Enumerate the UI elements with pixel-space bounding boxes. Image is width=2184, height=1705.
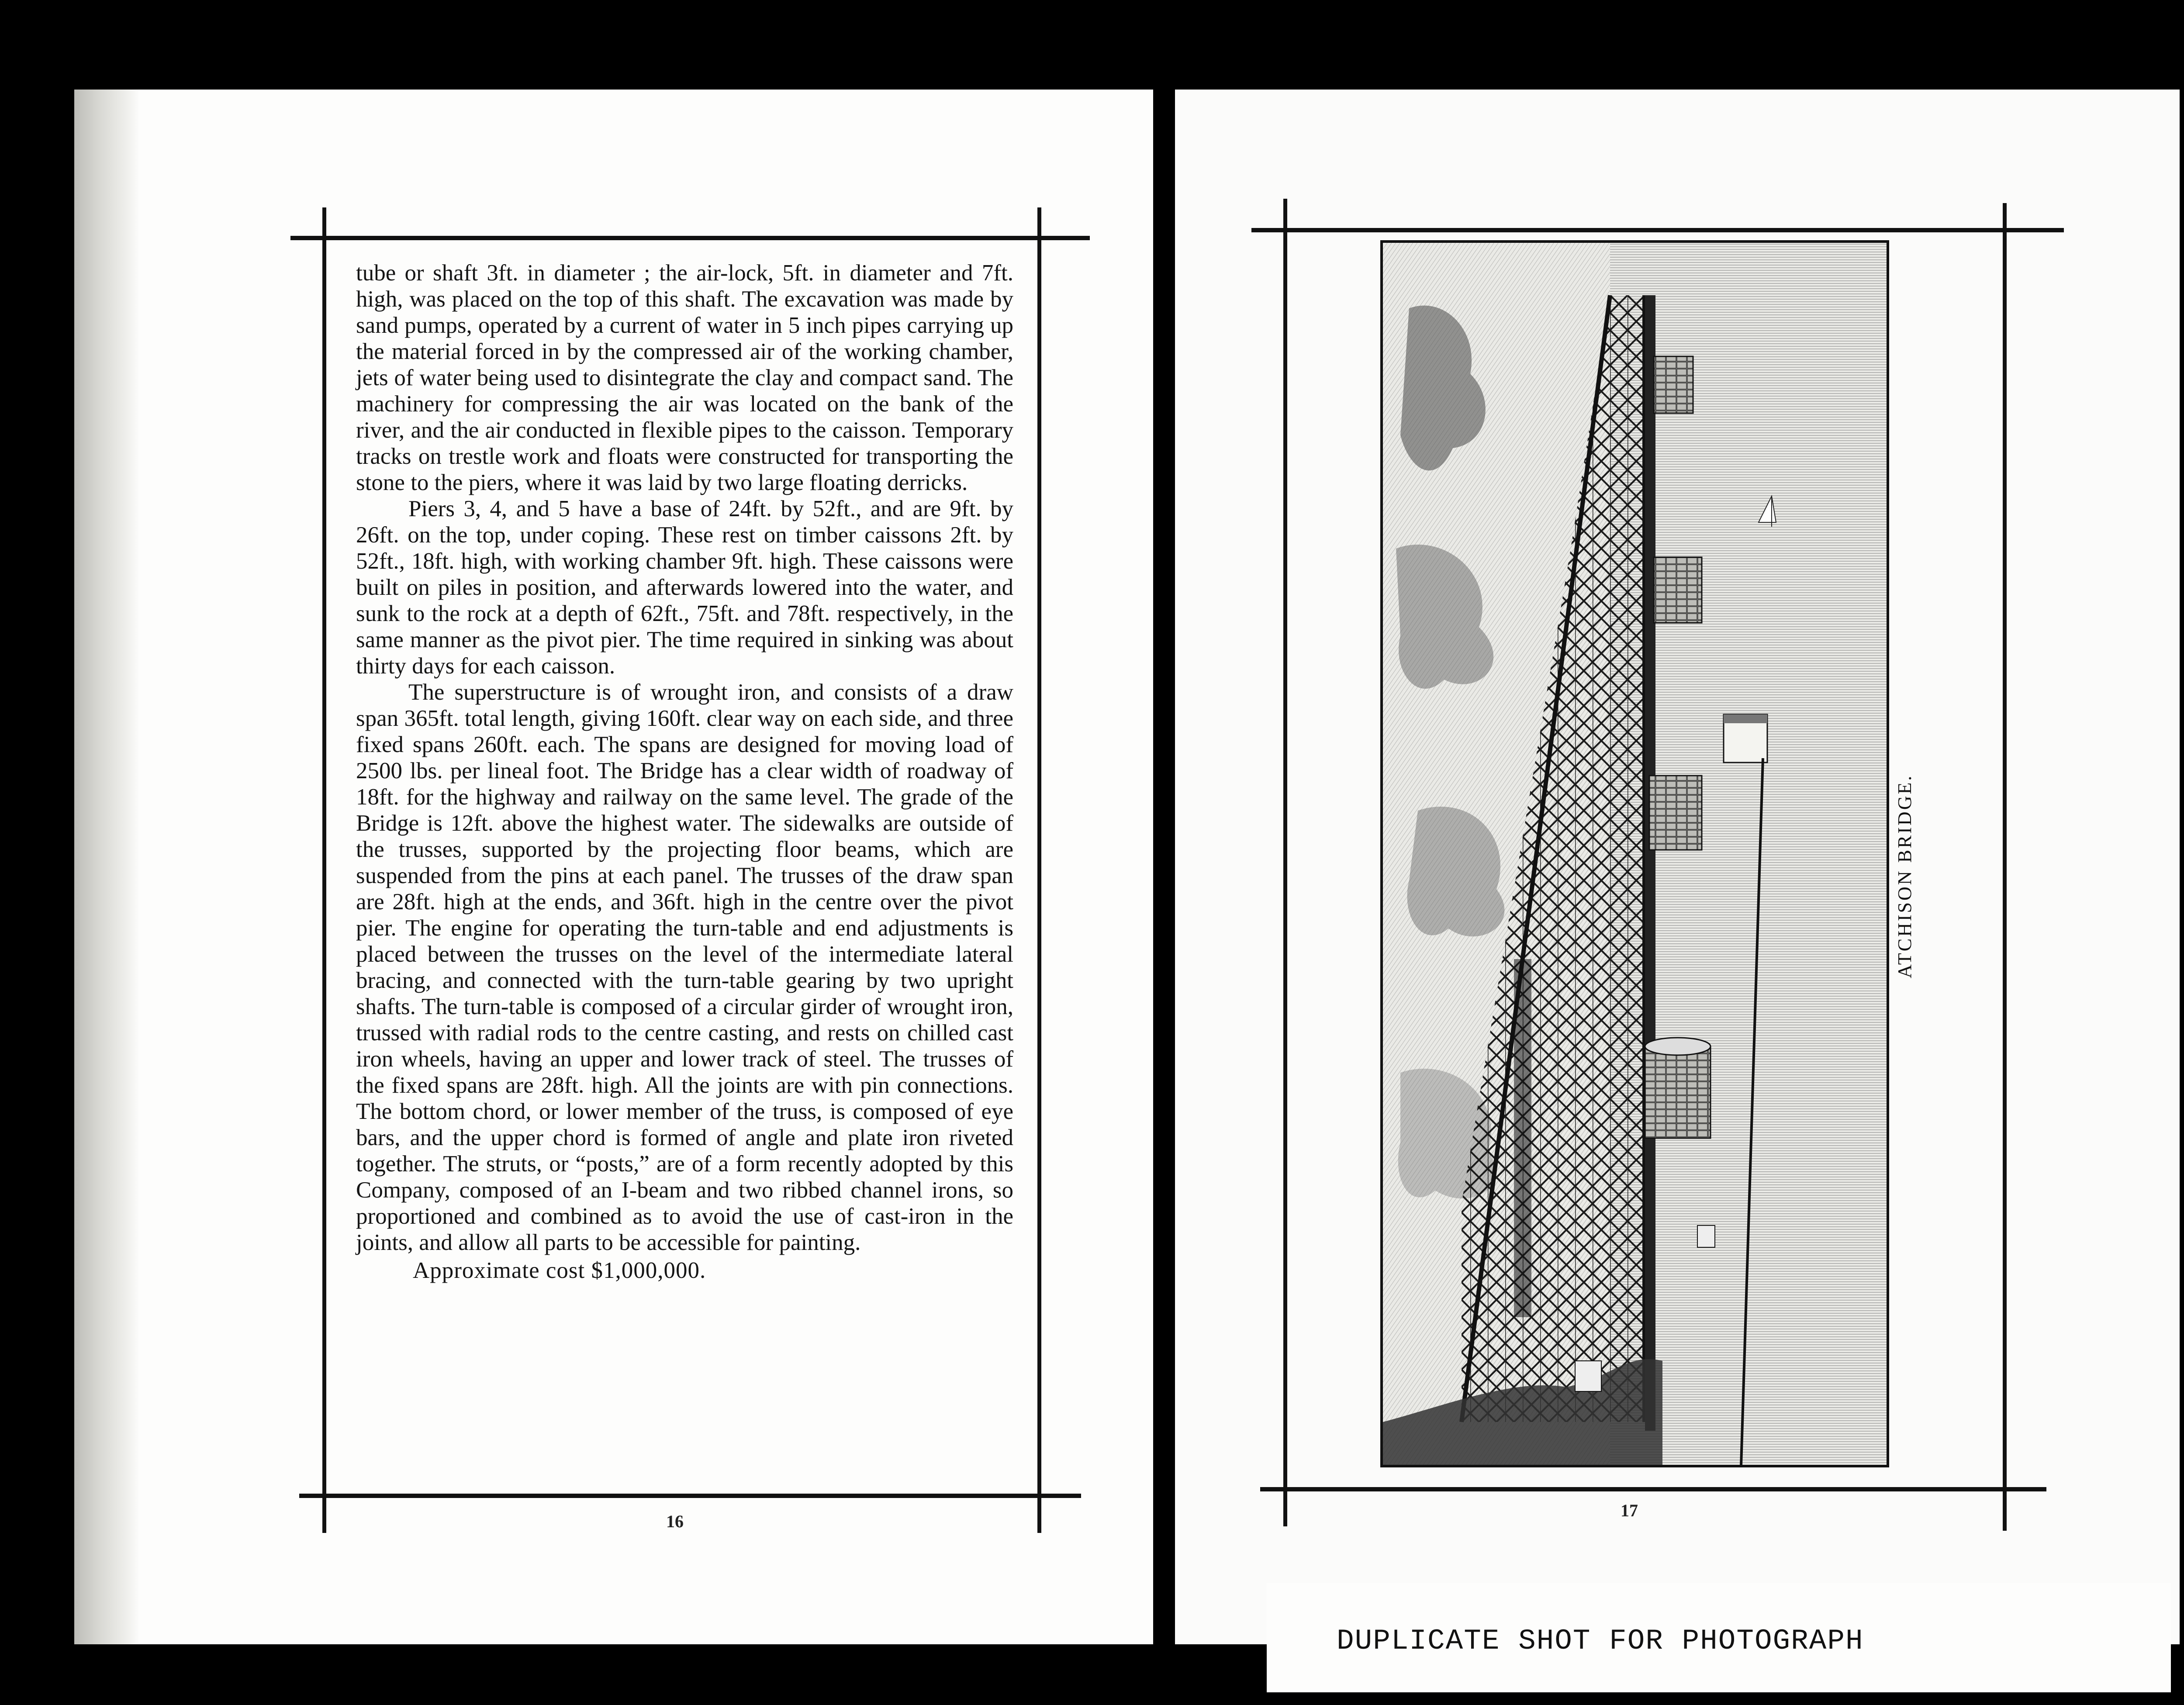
- right-frame-top-rule: [1251, 228, 2064, 232]
- right-frame-bottom-rule: [1260, 1487, 2046, 1491]
- paragraph-superstructure: The superstructure is of wrought iron, and consists of a draw span 365ft. total length, giving 160ft. clear way on each side, and three fixed spans 260ft. each. The spans are designed for moving load of 2500 lbs. per lineal foot. The Bridge has a clear width of roadway of 18ft. for the highway and railway on the same level. The grade of the Bridge is 12ft. above the highest water. The sidewalks are outside of the trusses, supported by the projecting floor beams, which are suspended from the pins at each panel. The trusses of the draw span are 28ft. high at the ends, and 36ft. high in the centre over the pivot pier. The engine for operating the turn-table and end adjustments is placed between the trusses on the level of the intermediate lateral bracing, and connected with the turn-table gearing by two upright shafts. The turn-table is composed of a circular girder of wrought iron, trussed with radial rods to the centre casting, and rests on chilled cast iron wheels, having an upper and lower track of steel. The trusses of the fixed spans are 28ft. high. All the joints are with pin connections. The bottom chord, or lower member of the truss, is composed of eye bars, and the upper chord is formed of angle and plate iron riveted together. The struts, or “posts,” are of a form recently adopted by this Company, composed of an I-beam and two ribbed channel irons, so proportioned and combined as to avoid the use of cast-iron in the joints, and allow all parts to be accessible for painting.: [356, 680, 1013, 1255]
- bridge-engraving-svg: [1383, 243, 1887, 1465]
- left-page-body-text: [356, 260, 1013, 1284]
- right-frame-right-rule: [2003, 203, 2007, 1531]
- bridge-engraving-illustration: [1380, 240, 1889, 1467]
- right-frame-left-rule: [1283, 199, 1287, 1526]
- left-frame-bottom-rule: [299, 1494, 1081, 1498]
- duplicate-shot-label-text: DUPLICATE SHOT FOR PHOTOGRAPH: [1337, 1625, 1864, 1657]
- cost-line: Approximate cost $1,000,000.: [413, 1258, 706, 1283]
- book-spine-gap: [1153, 79, 1175, 1660]
- duplicate-shot-label-card: [1267, 1583, 2171, 1692]
- left-frame-left-rule: [322, 207, 326, 1533]
- page-number-right: 17: [1621, 1501, 1638, 1520]
- left-page-stained-edge: [74, 90, 140, 1644]
- paragraph-piers: Piers 3, 4, and 5 have a base of 24ft. by 52ft., and are 9ft. by 26ft. on the top, under coping. These rest on timber caissons 2ft. by 52ft., 18ft. high, with working chamber 9ft. high. These caissons were built on piles in position, and afterwards lowered into the water, and sunk to the rock at a depth of 62ft., 75ft. and 78ft. respectively, in the same manner as the pivot pier. The time required in sinking was about thirty days for each caisson.: [356, 496, 1013, 679]
- left-frame-right-rule: [1037, 207, 1041, 1533]
- page-number-left: 16: [666, 1512, 684, 1531]
- left-frame-top-rule: [290, 236, 1090, 240]
- caption-text: ATCHISON BRIDGE.: [1894, 774, 1915, 978]
- paragraph-caisson-excavation: tube or shaft 3ft. in diameter ; the air-lock, 5ft. in diameter and 7ft. high, was placed on the top of this shaft. The excavation was made by sand pumps, operated by a current of water in 5 inch pipes carrying up the material forced in by the compressed air of the working chamber, jets of water being used to disintegrate the clay and compact sand. The machinery for compressing the air was located on the bank of the river, and the air conducted in flexible pipes to the caisson. Temporary tracks on trestle work and floats were constructed for transporting the stone to the piers, where it was laid by two large floating derricks.: [356, 260, 1013, 495]
